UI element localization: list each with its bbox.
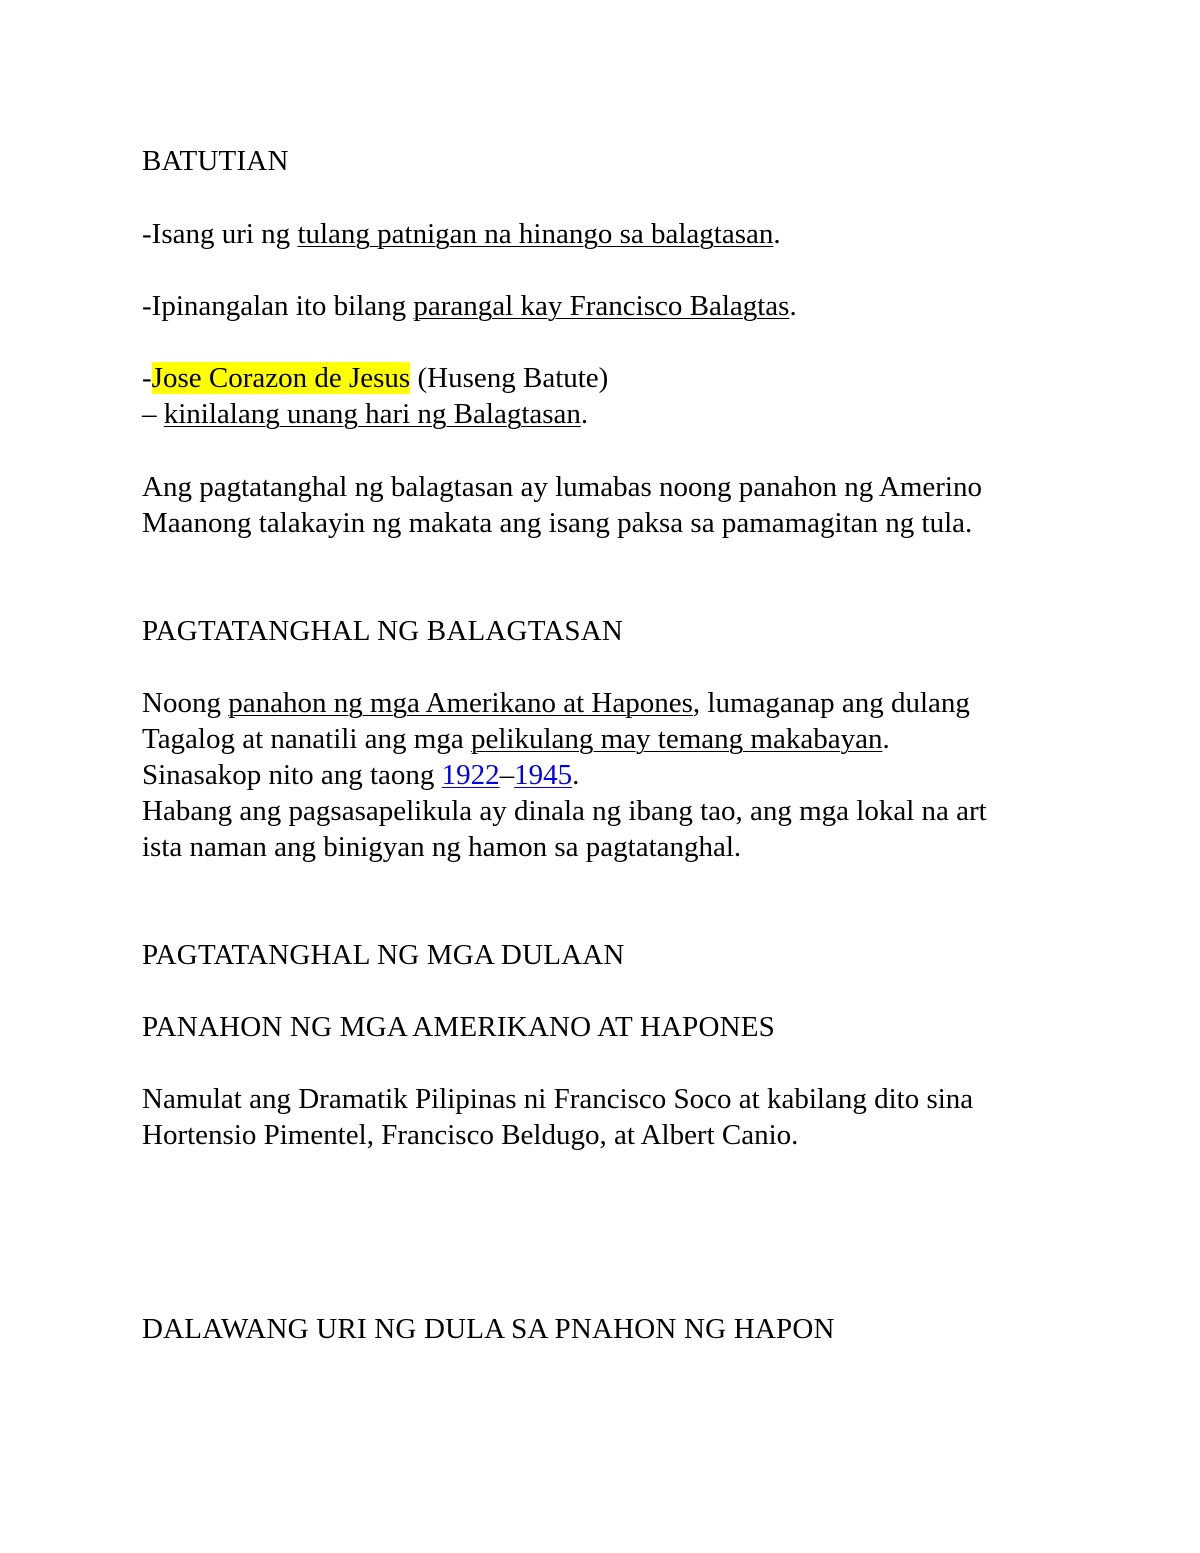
text-suffix: . bbox=[789, 290, 797, 322]
heading-pagtatanghal-dulaan: PAGTATANGHAL NG MGA DULAAN bbox=[142, 939, 625, 971]
text-prefix: - bbox=[142, 362, 152, 394]
highlighted-name: Jose Corazon de Jesus bbox=[151, 362, 411, 394]
paragraph-line bbox=[142, 757, 579, 793]
batutian-definition-line bbox=[142, 216, 781, 252]
heading-pagtatanghal-balagtasan: PAGTATANGHAL NG BALAGTASAN bbox=[142, 615, 624, 647]
paragraph-line: Namulat ang Dramatik Pilipinas ni Francisco Soco at kabilang dito sina bbox=[142, 1083, 974, 1115]
batutian-naming-line bbox=[142, 288, 797, 324]
en-dash: – bbox=[499, 759, 515, 791]
paragraph-line: ista naman ang binigyan ng hamon sa pagtatanghal. bbox=[142, 831, 742, 863]
text-suffix: . bbox=[572, 759, 580, 791]
text-suffix: . bbox=[882, 723, 890, 755]
paragraph-line: Maanong talakayin ng makata ang isang paksa sa pamamagitan ng tula. bbox=[142, 507, 973, 539]
underlined-text: tulang patnigan na hinango sa balagtasan bbox=[297, 218, 774, 250]
underlined-text: pelikulang may temang makabayan bbox=[470, 723, 883, 755]
text-prefix: – bbox=[142, 398, 164, 430]
paragraph-line: Hortensio Pimentel, Francisco Beldugo, at Albert Canio. bbox=[142, 1119, 799, 1151]
jose-corazon-line bbox=[142, 360, 608, 396]
text-prefix: Noong bbox=[142, 687, 229, 719]
text-prefix: Tagalog at nanatili ang mga bbox=[142, 723, 471, 755]
heading-panahon-amerikano-hapones: PANAHON NG MGA AMERIKANO AT HAPONES bbox=[142, 1011, 776, 1043]
text-suffix: . bbox=[773, 218, 781, 250]
paragraph-line: Habang ang pagsasapelikula ay dinala ng ibang tao, ang mga lokal na art bbox=[142, 795, 987, 827]
paragraph-line bbox=[142, 685, 970, 721]
unang-hari-line bbox=[142, 396, 588, 432]
text-prefix: Sinasakop nito ang taong bbox=[142, 759, 442, 791]
year-link-1922[interactable]: 1922 bbox=[441, 759, 500, 791]
text-suffix: . bbox=[580, 398, 589, 430]
text-suffix: (Huseng Batute) bbox=[410, 362, 609, 394]
underlined-text: parangal kay Francisco Balagtas bbox=[413, 290, 790, 322]
paragraph-line bbox=[142, 721, 890, 757]
text-prefix: -Isang uri ng bbox=[142, 218, 298, 250]
text-suffix: , lumaganap ang dulang bbox=[692, 687, 970, 719]
underlined-text: kinilalang unang hari ng Balagtasan bbox=[163, 398, 581, 430]
text-prefix: -Ipinangalan ito bilang bbox=[142, 290, 414, 322]
heading-dalawang-uri: DALAWANG URI NG DULA SA PNAHON NG HAPON bbox=[142, 1313, 835, 1345]
underlined-text: panahon ng mga Amerikano at Hapones bbox=[228, 687, 693, 719]
paragraph-line: Ang pagtatanghal ng balagtasan ay lumabas noong panahon ng Amerino bbox=[142, 471, 982, 503]
year-link-1945[interactable]: 1945 bbox=[514, 759, 573, 791]
heading-batutian: BATUTIAN bbox=[142, 145, 289, 177]
